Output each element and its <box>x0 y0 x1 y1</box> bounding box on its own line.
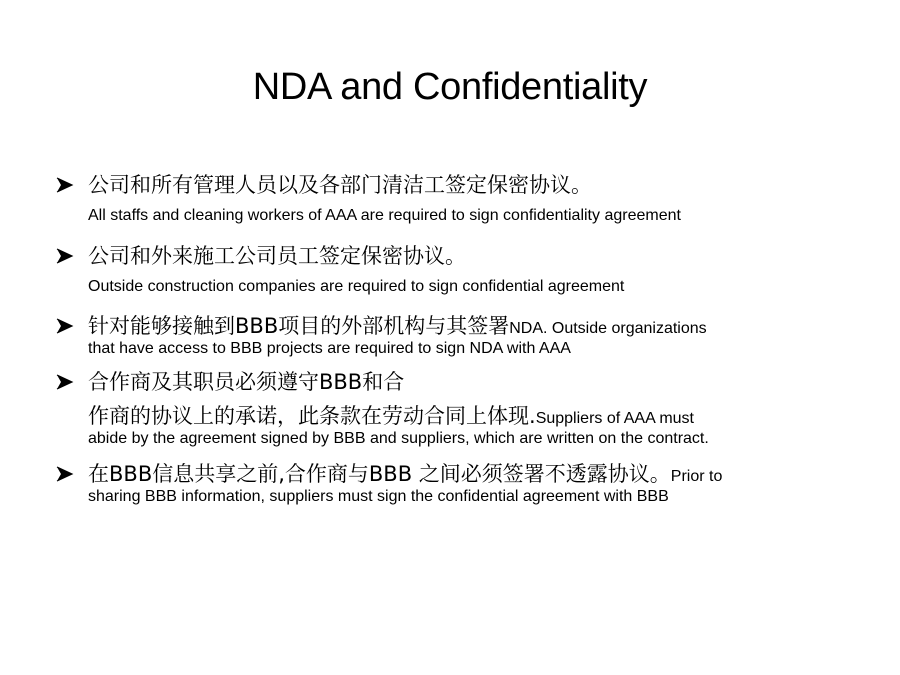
arrow-bullet-icon <box>55 175 75 195</box>
arrow-bullet-icon <box>55 316 75 336</box>
bullet-text-zh: 合作商及其职员必须遵守BBB和合 <box>88 370 405 394</box>
arrow-bullet-icon <box>55 246 75 266</box>
bullet-text-en-inline: Prior to <box>670 468 723 485</box>
bullet-text-en: that have access to BBB projects are required to sign NDA with AAA <box>88 340 571 357</box>
bullet-text-zh: 公司和所有管理人员以及各部门清洁工签定保密协议。 <box>88 173 592 197</box>
bullet-text-en-inline: Suppliers of AAA must <box>535 410 694 427</box>
bullet-text <box>88 369 848 449</box>
bullet-text-zh: 公司和外来施工公司员工签定保密协议。 <box>88 244 466 268</box>
bullet-text-en: Outside construction companies are required to sign confidential agreement <box>88 278 625 295</box>
bullet-text-en: All staffs and cleaning workers of AAA are required to sign confidentiality agreement <box>88 207 681 224</box>
bullet-text-line <box>88 313 848 342</box>
bullet-text-en: abide by the agreement signed by BBB and suppliers, which are written on the contract. <box>88 430 709 447</box>
bullet-text-line <box>88 403 848 432</box>
arrow-bullet-icon <box>55 372 75 392</box>
bullet-text-en-inline: NDA. Outside organizations <box>509 320 707 337</box>
bullet-text <box>88 461 848 507</box>
bullet-text-zh: 在BBB信息共享之前,合作商与BBB 之间必须签署不透露协议。 <box>88 462 671 486</box>
bullet-text-zh-2: 作商的协议上的承诺，此条款在劳动合同上体现. <box>88 404 536 428</box>
bullet-text-line <box>88 461 848 490</box>
bullet-text <box>88 172 848 226</box>
arrow-bullet-icon <box>55 464 75 484</box>
bullet-text <box>88 243 848 297</box>
slide-title: NDA and Confidentiality <box>252 66 648 108</box>
bullet-text-zh: 针对能够接触到BBB项目的外部机构与其签署 <box>88 314 510 338</box>
bullet-text-en: sharing BBB information, suppliers must sign the confidential agreement with BBB <box>88 488 669 505</box>
bullet-text <box>88 313 848 359</box>
